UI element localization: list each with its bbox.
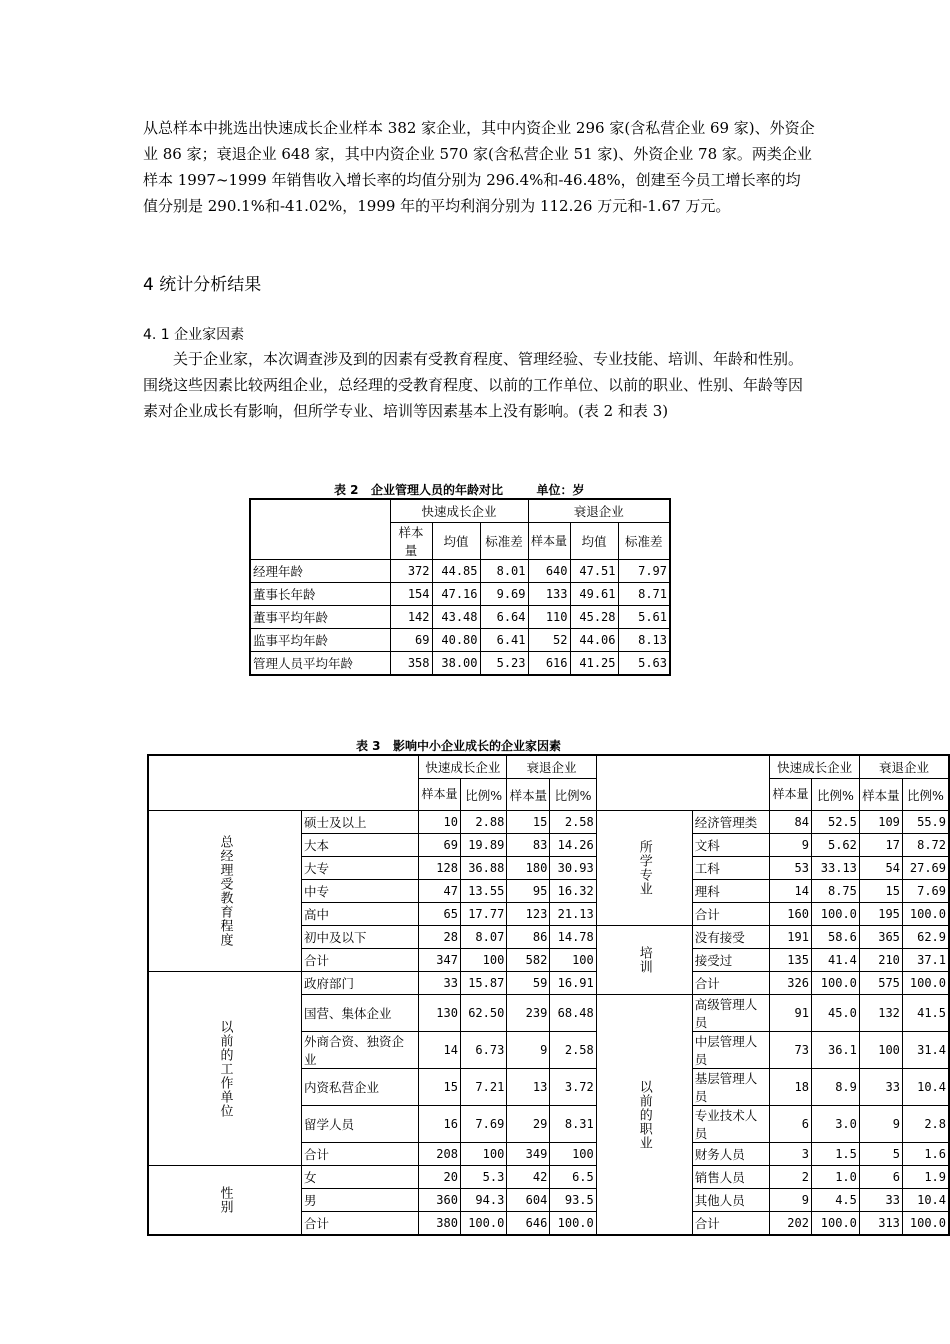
table-cell: 93.5 [550,1189,596,1212]
table-cell: 2.8 [902,1106,949,1143]
table-cell: 41.5 [902,995,949,1032]
table-cell: 123 [507,903,550,926]
table-cell: 1.5 [811,1143,859,1166]
table-cell: 110 [528,606,570,629]
table-cell: 6.41 [480,629,528,652]
table-cell: 55.9 [902,811,949,834]
row-label: 初中及以下 [302,926,419,949]
table-cell: 9 [770,834,812,857]
table-cell: 19.89 [460,834,506,857]
table-cell: 6.64 [480,606,528,629]
table-cell: 5.3 [460,1166,506,1189]
table-cell: 6.73 [460,1032,506,1069]
table-cell: 5.62 [811,834,859,857]
table2-col-n: 样本量 [390,523,432,560]
table-cell: 62.9 [902,926,949,949]
table-row [148,811,949,834]
table-cell: 640 [528,560,570,583]
row-label: 中专 [302,880,419,903]
table-cell: 575 [859,972,902,995]
table2-col-n: 样本量 [528,523,570,560]
table-cell: 1.0 [811,1166,859,1189]
table-cell: 100.0 [902,903,949,926]
row-label: 文科 [692,834,770,857]
row-label: 合计 [302,949,419,972]
table3-group-decline: 衰退企业 [859,755,949,779]
subsection-heading: 4. 1 企业家因素 [143,327,245,343]
table-cell: 52.5 [811,811,859,834]
table3-col-pct: 比例% [902,779,949,811]
row-label: 外商合资、独资企业 [302,1032,419,1069]
row-label: 国营、集体企业 [302,995,419,1032]
row-label: 政府部门 [302,972,419,995]
table3-corner-left [148,755,419,811]
table-cell: 646 [507,1212,550,1236]
table-cell: 44.85 [432,560,480,583]
table3-group-fast: 快速成长企业 [419,755,507,779]
table-cell: 54 [859,857,902,880]
table-cell: 38.00 [432,652,480,676]
table2-caption: 表 2 企业管理人员的年龄对比 单位：岁 [334,483,585,497]
table-cell: 1.9 [902,1166,949,1189]
table-cell: 47 [419,880,461,903]
table-cell: 100.0 [811,903,859,926]
table-cell: 49.61 [570,583,618,606]
table-cell: 313 [859,1212,902,1236]
table2-group-decline: 衰退企业 [528,499,670,523]
table-cell: 239 [507,995,550,1032]
table-cell: 37.1 [902,949,949,972]
table-cell: 13 [507,1069,550,1106]
table-cell: 8.9 [811,1069,859,1106]
table-cell: 100.0 [902,972,949,995]
table-cell: 208 [419,1143,461,1166]
table-row [250,606,670,629]
table-cell: 94.3 [460,1189,506,1212]
row-label: 管理人员平均年龄 [250,652,390,676]
table-cell: 10.4 [902,1069,949,1106]
row-label: 监事平均年龄 [250,629,390,652]
table-cell: 100 [859,1032,902,1069]
entrepreneur-factor-table [147,754,950,1236]
table-cell: 202 [770,1212,812,1236]
row-label: 女 [302,1166,419,1189]
table-cell: 14.26 [550,834,596,857]
table-cell: 1.6 [902,1143,949,1166]
row-label: 经理年龄 [250,560,390,583]
table-cell: 8.13 [618,629,670,652]
row-label: 内资私营企业 [302,1069,419,1106]
table-cell: 100.0 [460,1212,506,1236]
table-cell: 42 [507,1166,550,1189]
table2-col-sd: 标准差 [480,523,528,560]
table-cell: 59 [507,972,550,995]
section-heading: 4 统计分析结果 [143,275,262,295]
table-cell: 100 [460,1143,506,1166]
group-label-work: 以前的工作单位 [148,972,302,1166]
table-cell: 2 [770,1166,812,1189]
table-cell: 9.69 [480,583,528,606]
table-cell: 69 [390,629,432,652]
table-cell: 33 [419,972,461,995]
table-cell: 16.32 [550,880,596,903]
row-label: 合计 [302,1143,419,1166]
table-cell: 20 [419,1166,461,1189]
table-cell: 358 [390,652,432,676]
table-cell: 360 [419,1189,461,1212]
table-cell: 100 [550,1143,596,1166]
row-label: 大专 [302,857,419,880]
table-cell: 15 [507,811,550,834]
table-cell: 5.63 [618,652,670,676]
table-cell: 100 [550,949,596,972]
table2-group-fast: 快速成长企业 [390,499,528,523]
table-cell: 15.87 [460,972,506,995]
table-cell: 65 [419,903,461,926]
row-label: 销售人员 [692,1166,770,1189]
table-cell: 86 [507,926,550,949]
table-cell: 36.1 [811,1032,859,1069]
row-label: 男 [302,1189,419,1212]
table-cell: 21.13 [550,903,596,926]
group-label-job: 以前的职业 [596,995,692,1236]
table-cell: 15 [419,1069,461,1106]
row-label: 合计 [692,1212,770,1236]
table-cell: 47.16 [432,583,480,606]
table-cell: 10.4 [902,1189,949,1212]
table-row [148,1166,949,1189]
table-cell: 8.75 [811,880,859,903]
table-cell: 2.58 [550,1032,596,1069]
table-cell: 41.4 [811,949,859,972]
table-cell: 28 [419,926,461,949]
row-label: 理科 [692,880,770,903]
table-cell: 45.28 [570,606,618,629]
row-label: 中层管理人员 [692,1032,770,1069]
row-label: 财务人员 [692,1143,770,1166]
row-label: 硕士及以上 [302,811,419,834]
table-cell: 7.21 [460,1069,506,1106]
table-cell: 41.25 [570,652,618,676]
table-cell: 195 [859,903,902,926]
table-cell: 132 [859,995,902,1032]
table-cell: 8.71 [618,583,670,606]
table2-corner [250,499,390,560]
table-cell: 7.69 [460,1106,506,1143]
table-cell: 17.77 [460,903,506,926]
table-cell: 6.5 [550,1166,596,1189]
table-cell: 10 [419,811,461,834]
table-cell: 44.06 [570,629,618,652]
row-label: 留学人员 [302,1106,419,1143]
table-row [250,652,670,676]
table-cell: 47.51 [570,560,618,583]
table-cell: 142 [390,606,432,629]
table-cell: 36.88 [460,857,506,880]
table-cell: 16 [419,1106,461,1143]
table3-col-n: 样本量 [859,779,902,811]
table2-col-mean: 均值 [432,523,480,560]
table-cell: 33 [859,1069,902,1106]
table-row [250,560,670,583]
table-cell: 5.23 [480,652,528,676]
table-row [250,583,670,606]
table3-col-n: 样本量 [770,779,812,811]
row-label: 其他人员 [692,1189,770,1212]
table3-caption: 表 3 影响中小企业成长的企业家因素 [356,739,562,753]
row-label: 合计 [692,972,770,995]
table-cell: 14 [419,1032,461,1069]
table3-col-n: 样本量 [419,779,461,811]
table-cell: 83 [507,834,550,857]
table-cell: 29 [507,1106,550,1143]
group-label-gender: 性别 [148,1166,302,1236]
row-label: 合计 [302,1212,419,1236]
table-cell: 14 [770,880,812,903]
table-cell: 7.97 [618,560,670,583]
row-label: 工科 [692,857,770,880]
table-cell: 9 [859,1106,902,1143]
table3-col-n: 样本量 [507,779,550,811]
table-cell: 154 [390,583,432,606]
table-cell: 52 [528,629,570,652]
table-cell: 133 [528,583,570,606]
table-cell: 349 [507,1143,550,1166]
row-label: 合计 [692,903,770,926]
row-label: 没有接受 [692,926,770,949]
table-cell: 68.48 [550,995,596,1032]
row-label: 高中 [302,903,419,926]
table-cell: 17 [859,834,902,857]
table-cell: 3.72 [550,1069,596,1106]
table-cell: 6 [859,1166,902,1189]
table-cell: 5.61 [618,606,670,629]
table-cell: 604 [507,1189,550,1212]
table-cell: 14.78 [550,926,596,949]
row-label: 接受过 [692,949,770,972]
table-cell: 6 [770,1106,812,1143]
table-cell: 180 [507,857,550,880]
intro-paragraph: 从总样本中挑选出快速成长企业样本 382 家企业，其中内资企业 296 家(含私营企业 69 家)、外资企业 86 家；衰退企业 648 家，其中内资企业 570 家(含私营企业 51 家)、外资企业 78 家。两类企业样本 1997~1999 年销售收入增长率的均值分别为 296.4%和-46.48%，创建至今员工增长率的均值分别是 290.1%和-41.02%，1999 年的平均利润分别为 112.26 万元和-1.67 万元。 [143,119,815,215]
table-cell: 8.72 [902,834,949,857]
table-cell: 3.0 [811,1106,859,1143]
table-cell: 4.5 [811,1189,859,1212]
group-label-major: 所学专业 [596,811,692,926]
table-cell: 58.6 [811,926,859,949]
table-cell: 3 [770,1143,812,1166]
table-cell: 33.13 [811,857,859,880]
table-cell: 9 [770,1189,812,1212]
table-cell: 91 [770,995,812,1032]
table-cell: 9 [507,1032,550,1069]
table-cell: 95 [507,880,550,903]
table-cell: 160 [770,903,812,926]
table-cell: 15 [859,880,902,903]
table-cell: 616 [528,652,570,676]
table-cell: 191 [770,926,812,949]
table-cell: 135 [770,949,812,972]
table-cell: 2.88 [460,811,506,834]
table2-col-mean: 均值 [570,523,618,560]
table-cell: 84 [770,811,812,834]
table-cell: 372 [390,560,432,583]
table3-col-pct: 比例% [811,779,859,811]
table-cell: 16.91 [550,972,596,995]
table-cell: 40.80 [432,629,480,652]
table-cell: 31.4 [902,1032,949,1069]
row-label: 经济管理类 [692,811,770,834]
table-cell: 210 [859,949,902,972]
table-cell: 326 [770,972,812,995]
table-cell: 7.69 [902,880,949,903]
row-label: 董事平均年龄 [250,606,390,629]
row-label: 高级管理人员 [692,995,770,1032]
table2-col-sd: 标准差 [618,523,670,560]
table-cell: 100.0 [550,1212,596,1236]
table-cell: 33 [859,1189,902,1212]
table3-col-pct: 比例% [550,779,596,811]
table3-corner-right [596,755,770,811]
table-cell: 69 [419,834,461,857]
table-cell: 130 [419,995,461,1032]
table3-group-fast: 快速成长企业 [770,755,859,779]
table-cell: 128 [419,857,461,880]
table-cell: 100.0 [811,1212,859,1236]
table-cell: 100.0 [811,972,859,995]
table-cell: 27.69 [902,857,949,880]
table3-group-decline: 衰退企业 [507,755,596,779]
table-row [250,629,670,652]
table-cell: 347 [419,949,461,972]
age-comparison-table [249,498,671,676]
entrepreneur-paragraph: 关于企业家，本次调查涉及到的因素有受教育程度、管理经验、专业技能、培训、年龄和性别。围绕这些因素比较两组企业，总经理的受教育程度、以前的工作单位、以前的职业、性别、年龄等因素对企业成长有影响，但所学专业、培训等因素基本上没有影响。(表 2 和表 3) [143,350,804,420]
row-label: 专业技术人员 [692,1106,770,1143]
row-label: 大本 [302,834,419,857]
table-cell: 380 [419,1212,461,1236]
table-cell: 8.31 [550,1106,596,1143]
table-cell: 73 [770,1032,812,1069]
table-cell: 62.50 [460,995,506,1032]
table-cell: 45.0 [811,995,859,1032]
table-cell: 13.55 [460,880,506,903]
table-cell: 2.58 [550,811,596,834]
table-cell: 8.07 [460,926,506,949]
table-cell: 43.48 [432,606,480,629]
table-row [148,972,949,995]
table-cell: 8.01 [480,560,528,583]
table-cell: 582 [507,949,550,972]
row-label: 董事长年龄 [250,583,390,606]
group-label-edu: 总经理受教育程度 [148,811,302,972]
table-cell: 109 [859,811,902,834]
table-cell: 100.0 [902,1212,949,1236]
table-cell: 30.93 [550,857,596,880]
group-label-train: 培训 [596,926,692,995]
table-cell: 5 [859,1143,902,1166]
table-cell: 100 [460,949,506,972]
table3-col-pct: 比例% [460,779,506,811]
row-label: 基层管理人员 [692,1069,770,1106]
table-cell: 365 [859,926,902,949]
table-cell: 18 [770,1069,812,1106]
table-cell: 53 [770,857,812,880]
